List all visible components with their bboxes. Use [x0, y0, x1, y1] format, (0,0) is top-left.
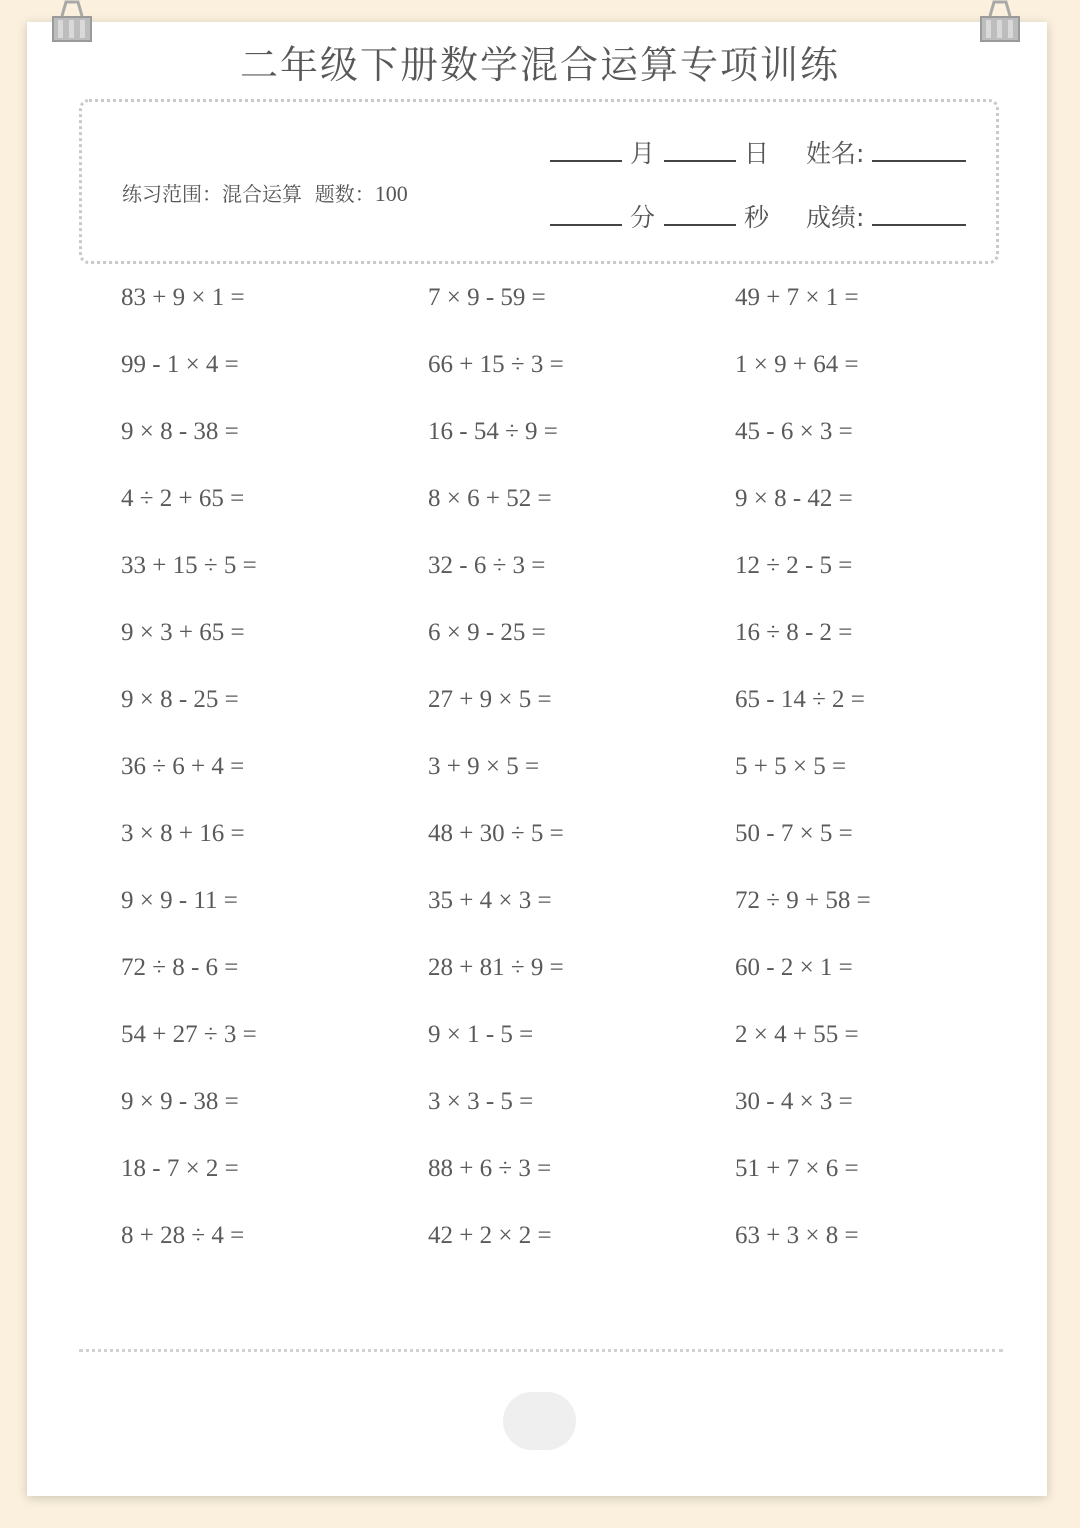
- math-problem: 30 - 4 × 3 =: [735, 1088, 853, 1115]
- math-problem: 60 - 2 × 1 =: [735, 954, 853, 981]
- math-problem: 9 × 1 - 5 =: [428, 1021, 534, 1048]
- math-problem: 63 + 3 × 8 =: [735, 1222, 859, 1249]
- count-value: 100: [374, 181, 408, 206]
- math-problem: 12 ÷ 2 - 5 =: [735, 552, 853, 579]
- math-problem: 66 + 15 ÷ 3 =: [428, 351, 564, 378]
- math-problem: 72 ÷ 9 + 58 =: [735, 887, 871, 914]
- math-problem: 50 - 7 × 5 =: [735, 820, 853, 847]
- math-problem: 28 + 81 ÷ 9 =: [428, 954, 564, 981]
- math-problem: 33 + 15 ÷ 5 =: [121, 552, 257, 579]
- bottom-divider: [79, 1349, 1003, 1352]
- scope-label: 练习范围：混合运算: [122, 182, 302, 206]
- math-problem: 3 × 3 - 5 =: [428, 1088, 534, 1115]
- page-title: 二年级下册数学混合运算专项训练: [239, 43, 840, 87]
- math-problem: 49 + 7 × 1 =: [735, 284, 859, 311]
- math-problem: 8 × 6 + 52 =: [428, 485, 552, 512]
- math-problem: 16 ÷ 8 - 2 =: [735, 619, 853, 646]
- math-problem: 9 × 8 - 25 =: [121, 686, 239, 713]
- page-indicator: [503, 1392, 576, 1450]
- math-problem: 2 × 4 + 55 =: [735, 1021, 859, 1048]
- minute-label: 分: [630, 203, 656, 232]
- math-problem: 36 ÷ 6 + 4 =: [121, 753, 245, 780]
- count-label: 题数：: [314, 182, 375, 206]
- math-problem: 42 + 2 × 2 =: [428, 1222, 552, 1249]
- math-problem: 7 × 9 - 59 =: [428, 284, 546, 311]
- math-problem: 88 + 6 ÷ 3 =: [428, 1155, 552, 1182]
- math-problem: 27 + 9 × 5 =: [428, 686, 552, 713]
- math-problem: 5 + 5 × 5 =: [735, 753, 847, 780]
- month-label: 月: [630, 139, 656, 168]
- math-problem: 51 + 7 × 6 =: [735, 1155, 859, 1182]
- math-problem: 83 + 9 × 1 =: [121, 284, 245, 311]
- math-problem: 8 + 28 ÷ 4 =: [121, 1222, 245, 1249]
- math-problem: 3 + 9 × 5 =: [428, 753, 540, 780]
- second-label: 秒: [744, 203, 770, 232]
- name-label: 姓名:: [806, 139, 865, 168]
- math-problem: 4 ÷ 2 + 65 =: [121, 485, 245, 512]
- math-problem: 54 + 27 ÷ 3 =: [121, 1021, 257, 1048]
- math-problem: 9 × 8 - 42 =: [735, 485, 853, 512]
- math-problem: 45 - 6 × 3 =: [735, 418, 853, 445]
- math-problem: 99 - 1 × 4 =: [121, 351, 239, 378]
- math-problem: 48 + 30 ÷ 5 =: [428, 820, 564, 847]
- math-problem: 6 × 9 - 25 =: [428, 619, 546, 646]
- math-problem: 35 + 4 × 3 =: [428, 887, 552, 914]
- math-problem: 9 × 3 + 65 =: [121, 619, 245, 646]
- math-problem: 16 - 54 ÷ 9 =: [428, 418, 558, 445]
- score-label: 成绩:: [806, 203, 865, 232]
- math-problem: 9 × 9 - 38 =: [121, 1088, 239, 1115]
- math-problem: 9 × 9 - 11 =: [121, 887, 238, 914]
- math-problem: 32 - 6 ÷ 3 =: [428, 552, 546, 579]
- math-problem: 18 - 7 × 2 =: [121, 1155, 239, 1182]
- day-label: 日: [744, 139, 770, 168]
- math-problem: 9 × 8 - 38 =: [121, 418, 239, 445]
- math-problem: 65 - 14 ÷ 2 =: [735, 686, 865, 713]
- math-problem: 3 × 8 + 16 =: [121, 820, 245, 847]
- math-problem: 1 × 9 + 64 =: [735, 351, 859, 378]
- math-problem: 72 ÷ 8 - 6 =: [121, 954, 239, 981]
